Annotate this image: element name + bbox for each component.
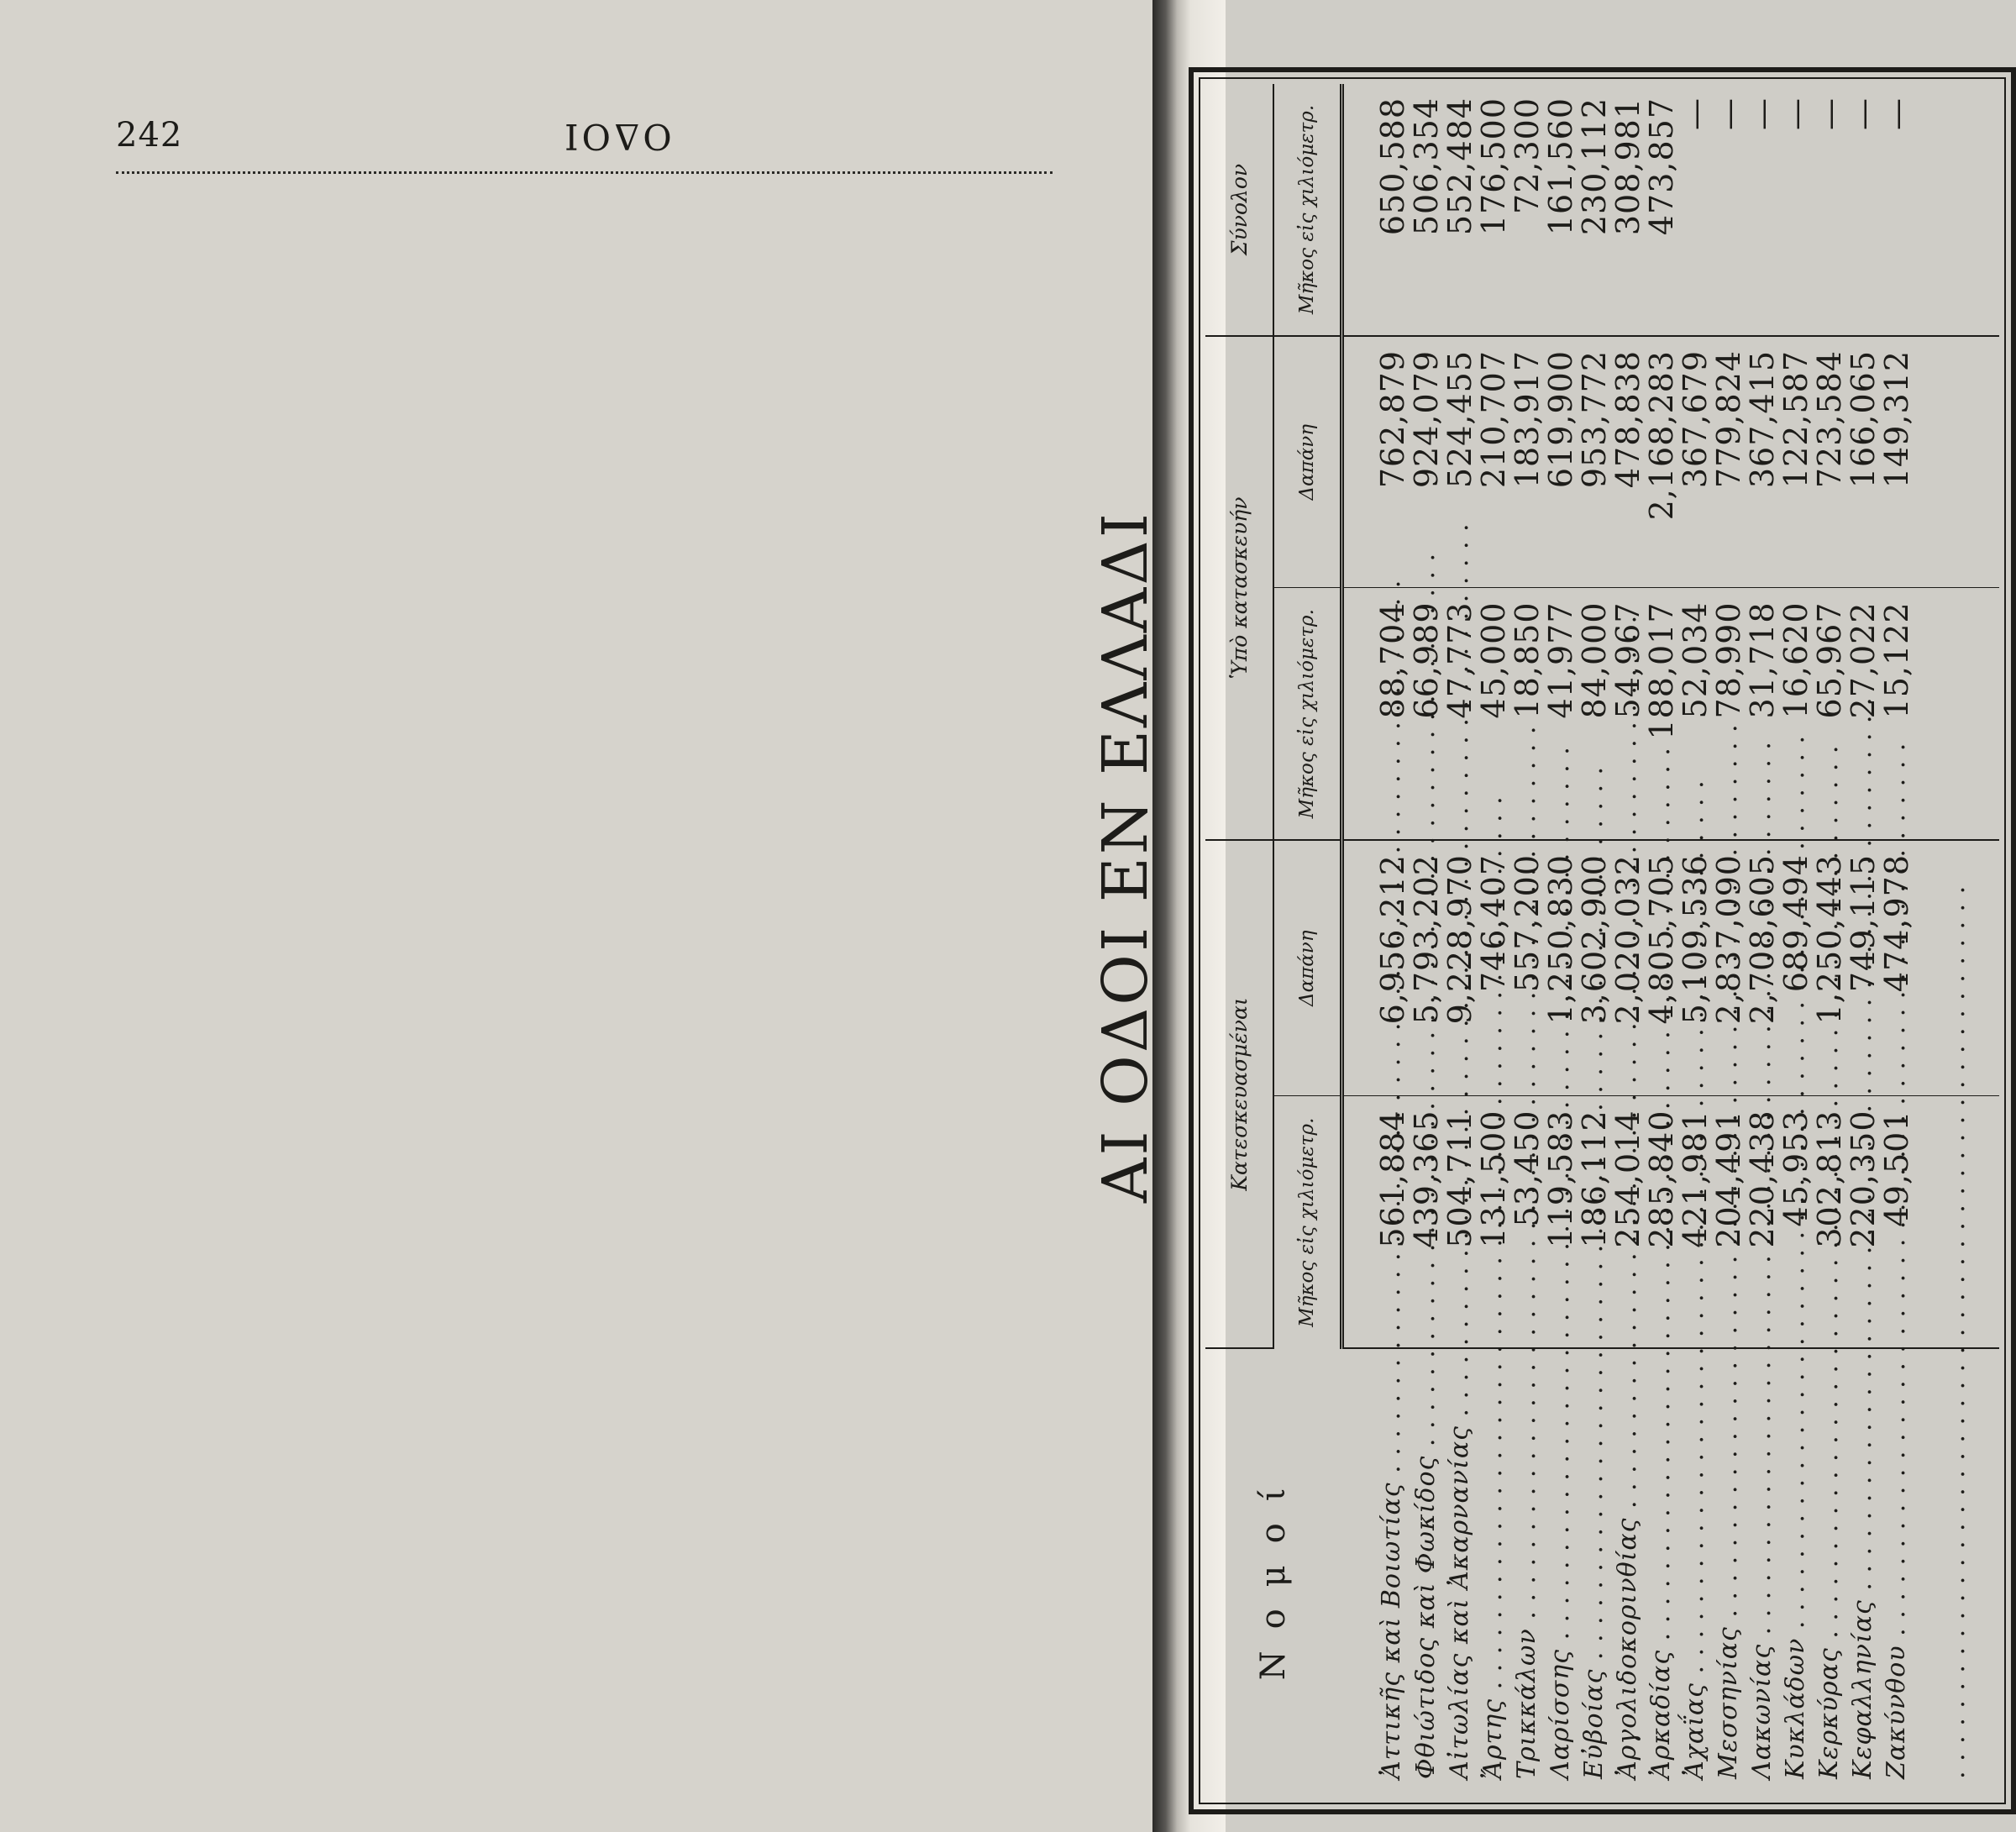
table-cell-constructed-length: 131,500 — [1477, 1096, 1510, 1348]
table-cell-constructed-length: 439,365 — [1410, 1096, 1443, 1348]
header-total: Σύνολον — [1205, 84, 1273, 336]
roads-table — [1205, 84, 1999, 1798]
table-cell-total-length: 506,354 — [1410, 84, 1443, 336]
table-cell-nomos: Ἀττικῆς καὶ Βοιωτίας . . . — [1342, 1348, 1410, 1798]
table-cell-under-construction-length: 88,704 — [1342, 588, 1410, 840]
table-cell-under-construction-length: 31,718 — [1746, 588, 1779, 840]
table-cell-under-construction-cost: 619,900 — [1544, 336, 1578, 588]
table-cell-constructed-length: 53,450 — [1510, 1096, 1544, 1348]
table-cell-constructed-cost: 557,200 — [1510, 840, 1544, 1096]
table-cell-constructed-length: 220,438 — [1746, 1096, 1779, 1348]
table-cell-total-length: — — [1779, 84, 1813, 336]
table-row — [1880, 84, 1914, 1798]
table-cell-constructed-cost: 9,228,970 — [1443, 840, 1477, 1096]
table-cell-nomos: Τρικκάλων . . . — [1510, 1348, 1544, 1798]
table-cell-under-construction-cost: 779,824 — [1712, 336, 1746, 588]
table-cell-constructed-cost: 746,407 — [1477, 840, 1510, 1096]
table-cell-nomos: Ἀργολιδοκορινθίας . . . — [1611, 1348, 1645, 1798]
table-cell-constructed-length: 421,981 — [1678, 1096, 1712, 1348]
table-cell-constructed-length: 45,953 — [1779, 1096, 1813, 1348]
table-filler-row — [1914, 84, 1999, 1798]
table-cell-nomos: Εὐβοίας . . . — [1578, 1348, 1611, 1798]
table-row — [1544, 84, 1578, 1798]
table-row — [1578, 84, 1611, 1798]
table-cell-constructed-cost: 4,805,705 — [1645, 840, 1678, 1096]
table-cell-total-length: 650,588 — [1342, 84, 1410, 336]
table-cell-under-construction-length: 188,017 — [1645, 588, 1678, 840]
table-cell-constructed-length: 186,112 — [1578, 1096, 1611, 1348]
page-number: 242 — [116, 116, 183, 155]
table-cell-constructed-length: 302,813 — [1813, 1096, 1846, 1348]
table-cell-under-construction-length: 47,773 — [1443, 588, 1477, 840]
table-row — [1477, 84, 1510, 1798]
table-cell-under-construction-cost: 183,917 — [1510, 336, 1544, 588]
header-under-construction-length: Μῆκος εἰς χιλιόμετρ. — [1273, 588, 1342, 840]
table-cell-total-length: 230,112 — [1578, 84, 1611, 336]
table-cell-under-construction-cost: 478,838 — [1611, 336, 1645, 588]
table-cell-under-construction-length: 27,022 — [1846, 588, 1880, 840]
table-cell-constructed-length: 204,491 — [1712, 1096, 1746, 1348]
table-cell-under-construction-cost: 762,879 — [1342, 336, 1410, 588]
table-cell-nomos: Λακωνίας . . . — [1746, 1348, 1779, 1798]
table-cell-total-length: 72,300 — [1510, 84, 1544, 336]
table-cell-under-construction-cost: 2,168,283 — [1645, 336, 1678, 588]
table-cell-under-construction-cost: 210,707 — [1477, 336, 1510, 588]
table-cell-under-construction-length: 16,620 — [1779, 588, 1813, 840]
table-cell-nomos: Μεσσηνίας . . . — [1712, 1348, 1746, 1798]
header-constructed: Κατεσκευασμέναι — [1205, 840, 1273, 1348]
table-cell-nomos: Κερκύρας . . . — [1813, 1348, 1846, 1798]
table-cell-total-length: — — [1846, 84, 1880, 336]
table-cell-total-length: 308,981 — [1611, 84, 1645, 336]
table-cell-constructed-length: 504,711 — [1443, 1096, 1477, 1348]
table-cell-under-construction-length: 45,000 — [1477, 588, 1510, 840]
header-constructed-cost: Δαπάνη — [1273, 840, 1342, 1096]
table-cell-total-length: — — [1712, 84, 1746, 336]
table-cell-constructed-cost: 689,494 — [1779, 840, 1813, 1096]
table-cell-total-length: — — [1678, 84, 1712, 336]
table-cell-nomos: Αἰτωλίας καὶ Ἀκαρνανίας . . . — [1443, 1348, 1477, 1798]
table-cell-nomos: Ἀχαΐας . . . — [1678, 1348, 1712, 1798]
table-cell-constructed-length: 561,884 — [1342, 1096, 1410, 1348]
table-cell-under-construction-length: 54,967 — [1611, 588, 1645, 840]
table-cell-constructed-cost: 2,837,090 — [1712, 840, 1746, 1096]
header-under-construction-cost: Δαπάνη — [1273, 336, 1342, 588]
table-cell-under-construction-length: 41,977 — [1544, 588, 1578, 840]
table-row — [1410, 84, 1443, 1798]
table-row — [1746, 84, 1779, 1798]
table-filler-cell — [1914, 84, 1999, 336]
table-cell-under-construction-length: 84,000 — [1578, 588, 1611, 840]
table-cell-under-construction-cost: 367,679 — [1678, 336, 1712, 588]
table-cell-nomos: Ἄρτης . . . — [1477, 1348, 1510, 1798]
table-row — [1678, 84, 1712, 1798]
header-rule — [116, 171, 1053, 174]
table-row — [1645, 84, 1678, 1798]
table-title: ΑΙ ΟΔΟΙ ΕΝ ΕΛΛΑΔΙ — [1089, 510, 1162, 1204]
table-filler-cell — [1914, 1348, 1999, 1798]
table-row — [1779, 84, 1813, 1798]
table-cell-nomos: Φθιώτιδος καὶ Φωκίδος . . . — [1410, 1348, 1443, 1798]
table-cell-under-construction-cost: 924,079 — [1410, 336, 1443, 588]
table-cell-constructed-length: 119,583 — [1544, 1096, 1578, 1348]
table-cell-constructed-cost: 5,109,536 — [1678, 840, 1712, 1096]
table-cell-total-length: 473,857 — [1645, 84, 1678, 336]
table-cell-constructed-cost: 1,250,443 — [1813, 840, 1846, 1096]
header-nomoi: Νομοί — [1254, 1466, 1294, 1681]
table-cell-constructed-length: 254,014 — [1611, 1096, 1645, 1348]
table-cell-constructed-cost: 6,956,212 — [1342, 840, 1410, 1096]
table-cell-constructed-cost: 5,793,202 — [1410, 840, 1443, 1096]
table-cell-nomos: Λαρίσσης . . . — [1544, 1348, 1578, 1798]
table-cell-under-construction-length: 78,990 — [1712, 588, 1746, 840]
table-row — [1712, 84, 1746, 1798]
table-filler-cell — [1914, 588, 1999, 840]
table-cell-total-length: 552,484 — [1443, 84, 1477, 336]
table-cell-constructed-cost: 3,602,900 — [1578, 840, 1611, 1096]
table-cell-constructed-cost: 2,708,605 — [1746, 840, 1779, 1096]
header-constructed-length: Μῆκος εἰς χιλιόμετρ. — [1273, 1096, 1342, 1348]
page-header — [0, 0, 1152, 181]
table-cell-nomos: Ἀρκαδίας . . . — [1645, 1348, 1678, 1798]
header-total-length: Μῆκος εἰς χιλιόμετρ. — [1273, 84, 1342, 336]
table-row — [1611, 84, 1645, 1798]
table-row — [1342, 84, 1410, 1798]
table-frame — [1189, 67, 2016, 1814]
table-cell-constructed-cost: 2,020,032 — [1611, 840, 1645, 1096]
rotated-table-area — [1084, 67, 2016, 1814]
table-row — [1443, 84, 1477, 1798]
table-cell-under-construction-cost: 166,065 — [1846, 336, 1880, 588]
table-cell-under-construction-length: 65,967 — [1813, 588, 1846, 840]
header-under-construction: Ὑπὸ κατασκευήν — [1205, 336, 1273, 840]
table-cell-total-length: — — [1880, 84, 1914, 336]
table-cell-under-construction-cost: 367,415 — [1746, 336, 1779, 588]
table-body — [1342, 84, 2000, 1798]
table-cell-constructed-cost: 474,978 — [1880, 840, 1914, 1096]
table-cell-nomos: Κεφαλληνίας . . . — [1846, 1348, 1880, 1798]
running-head: ΟΔΟΙ — [561, 116, 672, 157]
table-cell-total-length: 161,560 — [1544, 84, 1578, 336]
table-row — [1510, 84, 1544, 1798]
table-cell-under-construction-length: 18,850 — [1510, 588, 1544, 840]
table-cell-under-construction-length: 66,989 — [1410, 588, 1443, 840]
table-cell-under-construction-cost: 723,584 — [1813, 336, 1846, 588]
table-cell-nomos: Κυκλάδων . . . — [1779, 1348, 1813, 1798]
table-cell-under-construction-cost: 149,312 — [1880, 336, 1914, 588]
table-cell-total-length: 176,500 — [1477, 84, 1510, 336]
table-cell-under-construction-cost: 122,587 — [1779, 336, 1813, 588]
table-cell-under-construction-cost: 953,772 — [1578, 336, 1611, 588]
table-filler-cell — [1914, 336, 1999, 588]
table-cell-constructed-length: 220,350 — [1846, 1096, 1880, 1348]
table-cell-total-length: — — [1813, 84, 1846, 336]
table-cell-nomos: Ζακύνθου . . . — [1880, 1348, 1914, 1798]
table-cell-under-construction-length: 15,122 — [1880, 588, 1914, 840]
table-cell-constructed-length: 49,501 — [1880, 1096, 1914, 1348]
table-cell-under-construction-cost: 524,455 — [1443, 336, 1477, 588]
table-cell-constructed-cost: 749,115 — [1846, 840, 1880, 1096]
table-cell-total-length: — — [1746, 84, 1779, 336]
table-cell-constructed-cost: 1,250,830 — [1544, 840, 1578, 1096]
table-row — [1846, 84, 1880, 1798]
table-cell-constructed-length: 285,840 — [1645, 1096, 1678, 1348]
table-row — [1813, 84, 1846, 1798]
table-cell-under-construction-length: 52,034 — [1678, 588, 1712, 840]
